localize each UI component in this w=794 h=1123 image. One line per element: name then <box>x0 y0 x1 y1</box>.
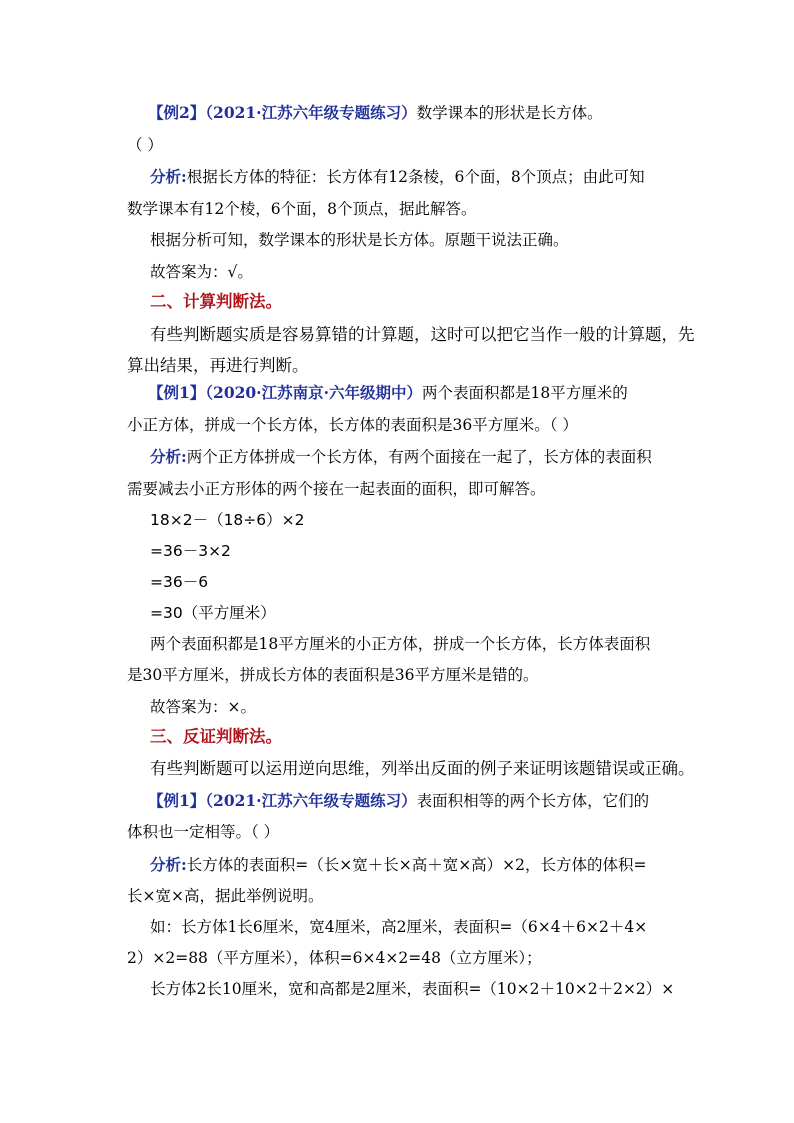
example-line: 长方体2长10厘米，宽和高都是2厘米，表面积=（10×2＋10×2＋2×2）× <box>150 980 675 998</box>
answer-line: 故答案为：√。 <box>150 263 253 281</box>
analysis-text: 两个正方体拼成一个长方体，有两个面接在一起了，长方体的表面积 <box>186 448 652 466</box>
answer-bracket: （ ） <box>127 136 163 154</box>
example-line: 2）×2=88（平方厘米），体积=6×4×2=48（立方厘米）； <box>127 949 542 967</box>
example-line: 如：长方体1长6厘米，宽4厘米，高2厘米，表面积=（6×4＋6×2＋4× <box>150 918 648 936</box>
example-question-line <box>148 103 603 123</box>
analysis-text: 长方体的表面积=（长×宽＋长×高＋宽×高）×2，长方体的体积= <box>186 856 647 874</box>
analysis-line <box>150 447 652 467</box>
section-heading: 二、计算判断法。 <box>150 292 282 311</box>
example-source: （2020·江苏南京·六年级期中） <box>205 383 422 402</box>
example-label: 【例2】 <box>148 103 206 122</box>
calculation-step: =36－3×2 <box>150 542 231 560</box>
analysis-line <box>150 167 645 187</box>
analysis-line: 需要减去小正方形体的两个接在一起表面的面积，即可解答。 <box>127 480 546 498</box>
conclusion-line: 两个表面积都是18平方厘米的小正方体，拼成一个长方体，长方体表面积 <box>150 635 651 653</box>
calculation-step: 18×2－（18÷6）×2 <box>150 511 305 529</box>
section-intro: 有些判断题实质是容易算错的计算题，这时可以把它当作一般的计算题，先 <box>150 325 695 344</box>
example-label: 【例1】 <box>148 791 206 810</box>
conclusion-line: 根据分析可知，数学课本的形状是长方体。原题干说法正确。 <box>150 231 569 249</box>
calculation-step: =30（平方厘米） <box>150 604 276 622</box>
analysis-text: 根据长方体的特征：长方体有12条棱，6个面，8个顶点；由此可知 <box>186 168 645 186</box>
example-question: 体积也一定相等。（ ） <box>127 823 280 841</box>
example-question: 两个表面积都是18平方厘米的 <box>421 384 628 402</box>
analysis-line: 长×宽×高，据此举例说明。 <box>127 887 324 905</box>
example-question: 小正方体，拼成一个长方体，长方体的表面积是36平方厘米。（ ） <box>127 416 578 434</box>
analysis-line: 数学课本有12个棱，6个面，8个顶点，据此解答。 <box>127 200 477 218</box>
example-question-line <box>148 791 649 811</box>
section-intro: 有些判断题可以运用逆向思维，列举出反面的例子来证明该题错误或正确。 <box>150 759 695 778</box>
example-question-line <box>148 383 628 403</box>
analysis-label: 分析: <box>150 167 187 186</box>
analysis-line <box>150 855 647 875</box>
example-question: 表面积相等的两个长方体，它们的 <box>416 792 650 810</box>
analysis-label: 分析: <box>150 447 187 466</box>
analysis-label: 分析: <box>150 855 187 874</box>
example-source: （2021·江苏六年级专题练习） <box>205 103 417 122</box>
answer-line: 故答案为：×。 <box>150 698 256 716</box>
calculation-step: =36－6 <box>150 573 209 591</box>
section-heading: 三、反证判断法。 <box>150 727 282 746</box>
example-question: 数学课本的形状是长方体。 <box>416 104 603 122</box>
section-intro: 算出结果，再进行判断。 <box>127 356 309 375</box>
example-label: 【例1】 <box>148 383 206 402</box>
example-source: （2021·江苏六年级专题练习） <box>205 791 417 810</box>
conclusion-line: 是30平方厘米，拼成长方体的表面积是36平方厘米是错的。 <box>127 666 539 684</box>
